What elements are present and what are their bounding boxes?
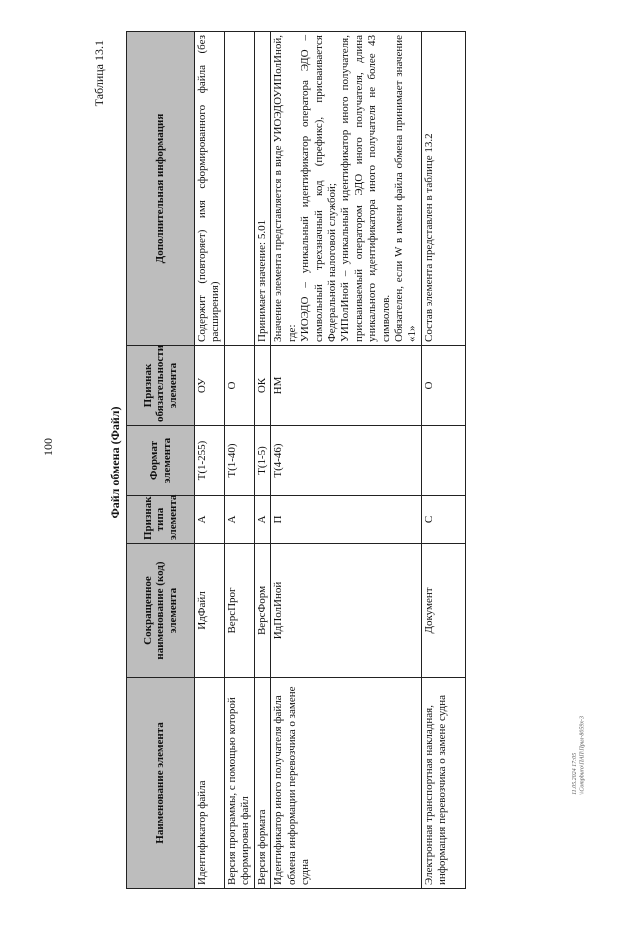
footer-date: 11.05.2024 17:05 — [572, 752, 578, 795]
cell-required: О — [225, 346, 255, 426]
table-row — [271, 32, 421, 889]
cell-format: T(1-40) — [225, 426, 255, 496]
info-line: Обязателен, если W в имени файла обмена принимает значение «1» — [393, 35, 419, 342]
table-caption: Таблица 13.1 — [92, 40, 106, 107]
info-line: Значение элемента представляется в виде УИОЭДОУИПолИной, где: — [272, 35, 298, 342]
cell-info — [225, 32, 255, 346]
cell-code: ИдФайл — [195, 544, 225, 678]
header-element-name: Наименование элемента — [127, 678, 195, 889]
header-element-type: Признак типа элемента — [127, 496, 195, 544]
info-line: Состав элемента представлен в таблице 13.2 — [422, 133, 435, 342]
cell-name: Идентификатор файла — [195, 678, 225, 889]
cell-type: П — [271, 496, 421, 544]
header-element-code: Сокращенное наименование (код) элемента — [127, 544, 195, 678]
cell-type: А — [195, 496, 225, 544]
cell-name: Идентификатор иного получателя файла обмена информации перевозчика о замене судна — [271, 678, 421, 889]
cell-format: T(1-255) — [195, 426, 225, 496]
cell-name: Версия программы, с помощью которой сформирован файл — [225, 678, 255, 889]
info-line: Содержит (повторяет) имя сформированного файла (без расширения) — [196, 35, 222, 342]
cell-info — [271, 32, 421, 346]
cell-required: О — [421, 346, 465, 426]
cell-code: ВерсПрог — [225, 544, 255, 678]
cell-format: T(1-5) — [255, 426, 271, 496]
table-row — [421, 32, 465, 889]
cell-info — [195, 32, 225, 346]
cell-name: Версия формата — [255, 678, 271, 889]
cell-code: Документ — [421, 544, 465, 678]
header-additional-info: Дополнительная информация — [127, 32, 195, 346]
page-number: 100 — [41, 438, 55, 456]
table-row — [195, 32, 225, 889]
cell-info — [421, 32, 465, 346]
table-row — [225, 32, 255, 889]
footer-path: \\Compburo\ПАП\Прил-8059х-3 — [579, 716, 586, 795]
cell-type: С — [421, 496, 465, 544]
cell-format — [421, 426, 465, 496]
cell-required: ОУ — [195, 346, 225, 426]
header-element-format: Формат элемента — [127, 426, 195, 496]
table-title: Файл обмена (Файл) — [108, 406, 122, 519]
cell-type: А — [225, 496, 255, 544]
info-line: УИОЭДО – уникальный идентификатор оператора ЭДО – символьный трехзначный код (префикс), присваивается Федеральной налоговой службой; — [299, 35, 339, 342]
cell-info — [255, 32, 271, 346]
rotated-page-content — [90, 0, 640, 925]
cell-name: Электронная транспортная накладная, информация перевозчика о замене судна — [421, 678, 465, 889]
cell-type: А — [255, 496, 271, 544]
cell-required: ОК — [255, 346, 271, 426]
file-exchange-table — [126, 31, 466, 889]
header-element-required: Признак обязательности элемента — [127, 346, 195, 426]
cell-required: НМ — [271, 346, 421, 426]
info-line: Принимает значение: 5.01 — [256, 219, 268, 342]
table-row — [255, 32, 271, 889]
cell-code: ИдПолИной — [271, 544, 421, 678]
cell-format: T(4-46) — [271, 426, 421, 496]
cell-code: ВерсФорм — [255, 544, 271, 678]
info-line: УИПолИной – уникальный идентификатор иного получателя, присваиваемый оператором ЭДО иного получателя, длина уникального идентификатора иного получателя не более 43 символов. — [339, 35, 392, 342]
